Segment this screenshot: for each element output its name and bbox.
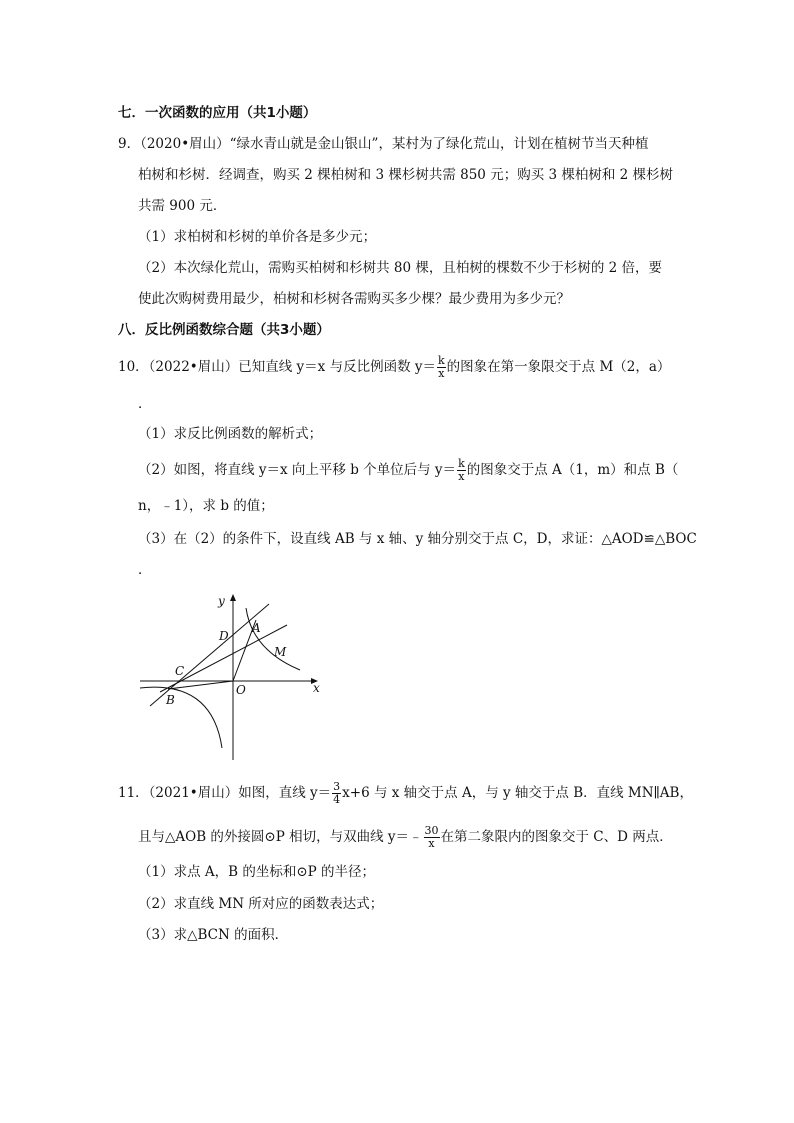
fraction-denominator: x (424, 837, 440, 850)
fraction-numerator: k (438, 354, 445, 367)
section-title-8: 八．反比例函数综合题（共3小题） (118, 322, 330, 338)
q10-part-2a: （2）如图，将直线 y＝x 向上平移 b 个单位后与 y＝ (138, 462, 457, 478)
q10-part-3: （3）在（2）的条件下，设直线 AB 与 x 轴、y 轴分别交于点 C，D，求证：△AOD≌△BOC (138, 531, 697, 547)
y-axis-arrow (230, 594, 236, 601)
label-x: x (313, 681, 320, 695)
q10-line-1 (118, 355, 670, 380)
fraction-numerator: 30 (424, 824, 439, 837)
q9-line-2: 柏树和杉树．经调查，购买 2 棵柏树和 3 棵杉树共需 850 元；购买 3 棵柏树和 2 棵杉树 (138, 167, 674, 183)
line-ab (150, 604, 269, 706)
q11-line-2a: 且与△AOB 的外接圆⊙P 相切，与双曲线 y＝﹣ (138, 829, 423, 845)
q11-line-1b: x+6 与 x 轴交于点 A，与 y 轴交于点 B．直线 MN∥AB， (342, 785, 693, 801)
q10-part-2b: 的图象交于点 A（1，m）和点 B（ (466, 462, 679, 478)
q11-line-2 (138, 825, 673, 850)
q11-part-3: （3）求△BCN 的面积． (138, 927, 289, 943)
q9-line-3: 共需 900 元． (138, 198, 227, 214)
hyperbola-branch-2 (140, 687, 222, 748)
q9-part-2b: 使此次购树费用最少，柏树和杉树各需购买多少棵？最少费用为多少元？ (138, 291, 570, 307)
fraction-denominator: x (438, 367, 445, 380)
q10-fraction-k-over-x-2 (457, 458, 466, 483)
label-y: y (218, 594, 225, 608)
label-c: C (175, 664, 185, 678)
label-m: M (274, 645, 287, 659)
q11-fraction-30-over-x (424, 825, 440, 850)
q10-part-2 (138, 458, 678, 483)
q9-line-1: 9．（2020•眉山）“绿水青山就是金山银山”，某村为了绿化荒山，计划在植树节当天种植 (118, 136, 649, 152)
q11-line-1 (118, 781, 693, 806)
q10-fraction-k-over-x (437, 355, 446, 380)
q11-part-1: （1）求点 A，B 的坐标和⊙P 的半径； (138, 864, 376, 880)
q9-part-1: （1）求柏树和杉树的单价各是多少元； (138, 229, 377, 245)
fraction-numerator: 3 (333, 780, 341, 793)
q10-line-1a: 10．（2022•眉山）已知直线 y＝x 与反比例函数 y＝ (118, 359, 436, 375)
label-o: O (236, 683, 246, 697)
q10-graph-figure (132, 588, 342, 768)
label-b: B (166, 693, 175, 707)
fraction-denominator: 4 (333, 793, 341, 806)
q11-part-2: （2）求直线 MN 所对应的函数表达式； (138, 896, 384, 912)
q9-part-2a: （2）本次绿化荒山，需购买柏树和杉树共 80 棵，且柏树的棵数不少于杉树的 2 倍，要 (138, 260, 663, 276)
q11-line-2b: 在第二象限内的图象交于 C、D 两点． (440, 829, 673, 845)
q10-line-1b: 的图象在第一象限交于点 M（2，a） (446, 359, 671, 375)
section-title-7: 七．一次函数的应用（共1小题） (118, 105, 317, 121)
q10-part-3-end: ． (138, 562, 152, 578)
q10-part-2c: n，﹣1），求 b 的值； (138, 498, 274, 514)
q11-line-1a: 11．（2021•眉山）如图，直线 y＝ (118, 785, 332, 801)
fraction-denominator: x (458, 470, 465, 483)
q10-part-1: （1）求反比例函数的解析式； (138, 426, 323, 442)
fraction-numerator: k (458, 457, 465, 470)
label-a: A (252, 621, 261, 635)
q11-fraction-3-over-4 (332, 781, 341, 806)
label-d: D (219, 629, 229, 643)
q10-line-1c: ． (138, 396, 152, 412)
